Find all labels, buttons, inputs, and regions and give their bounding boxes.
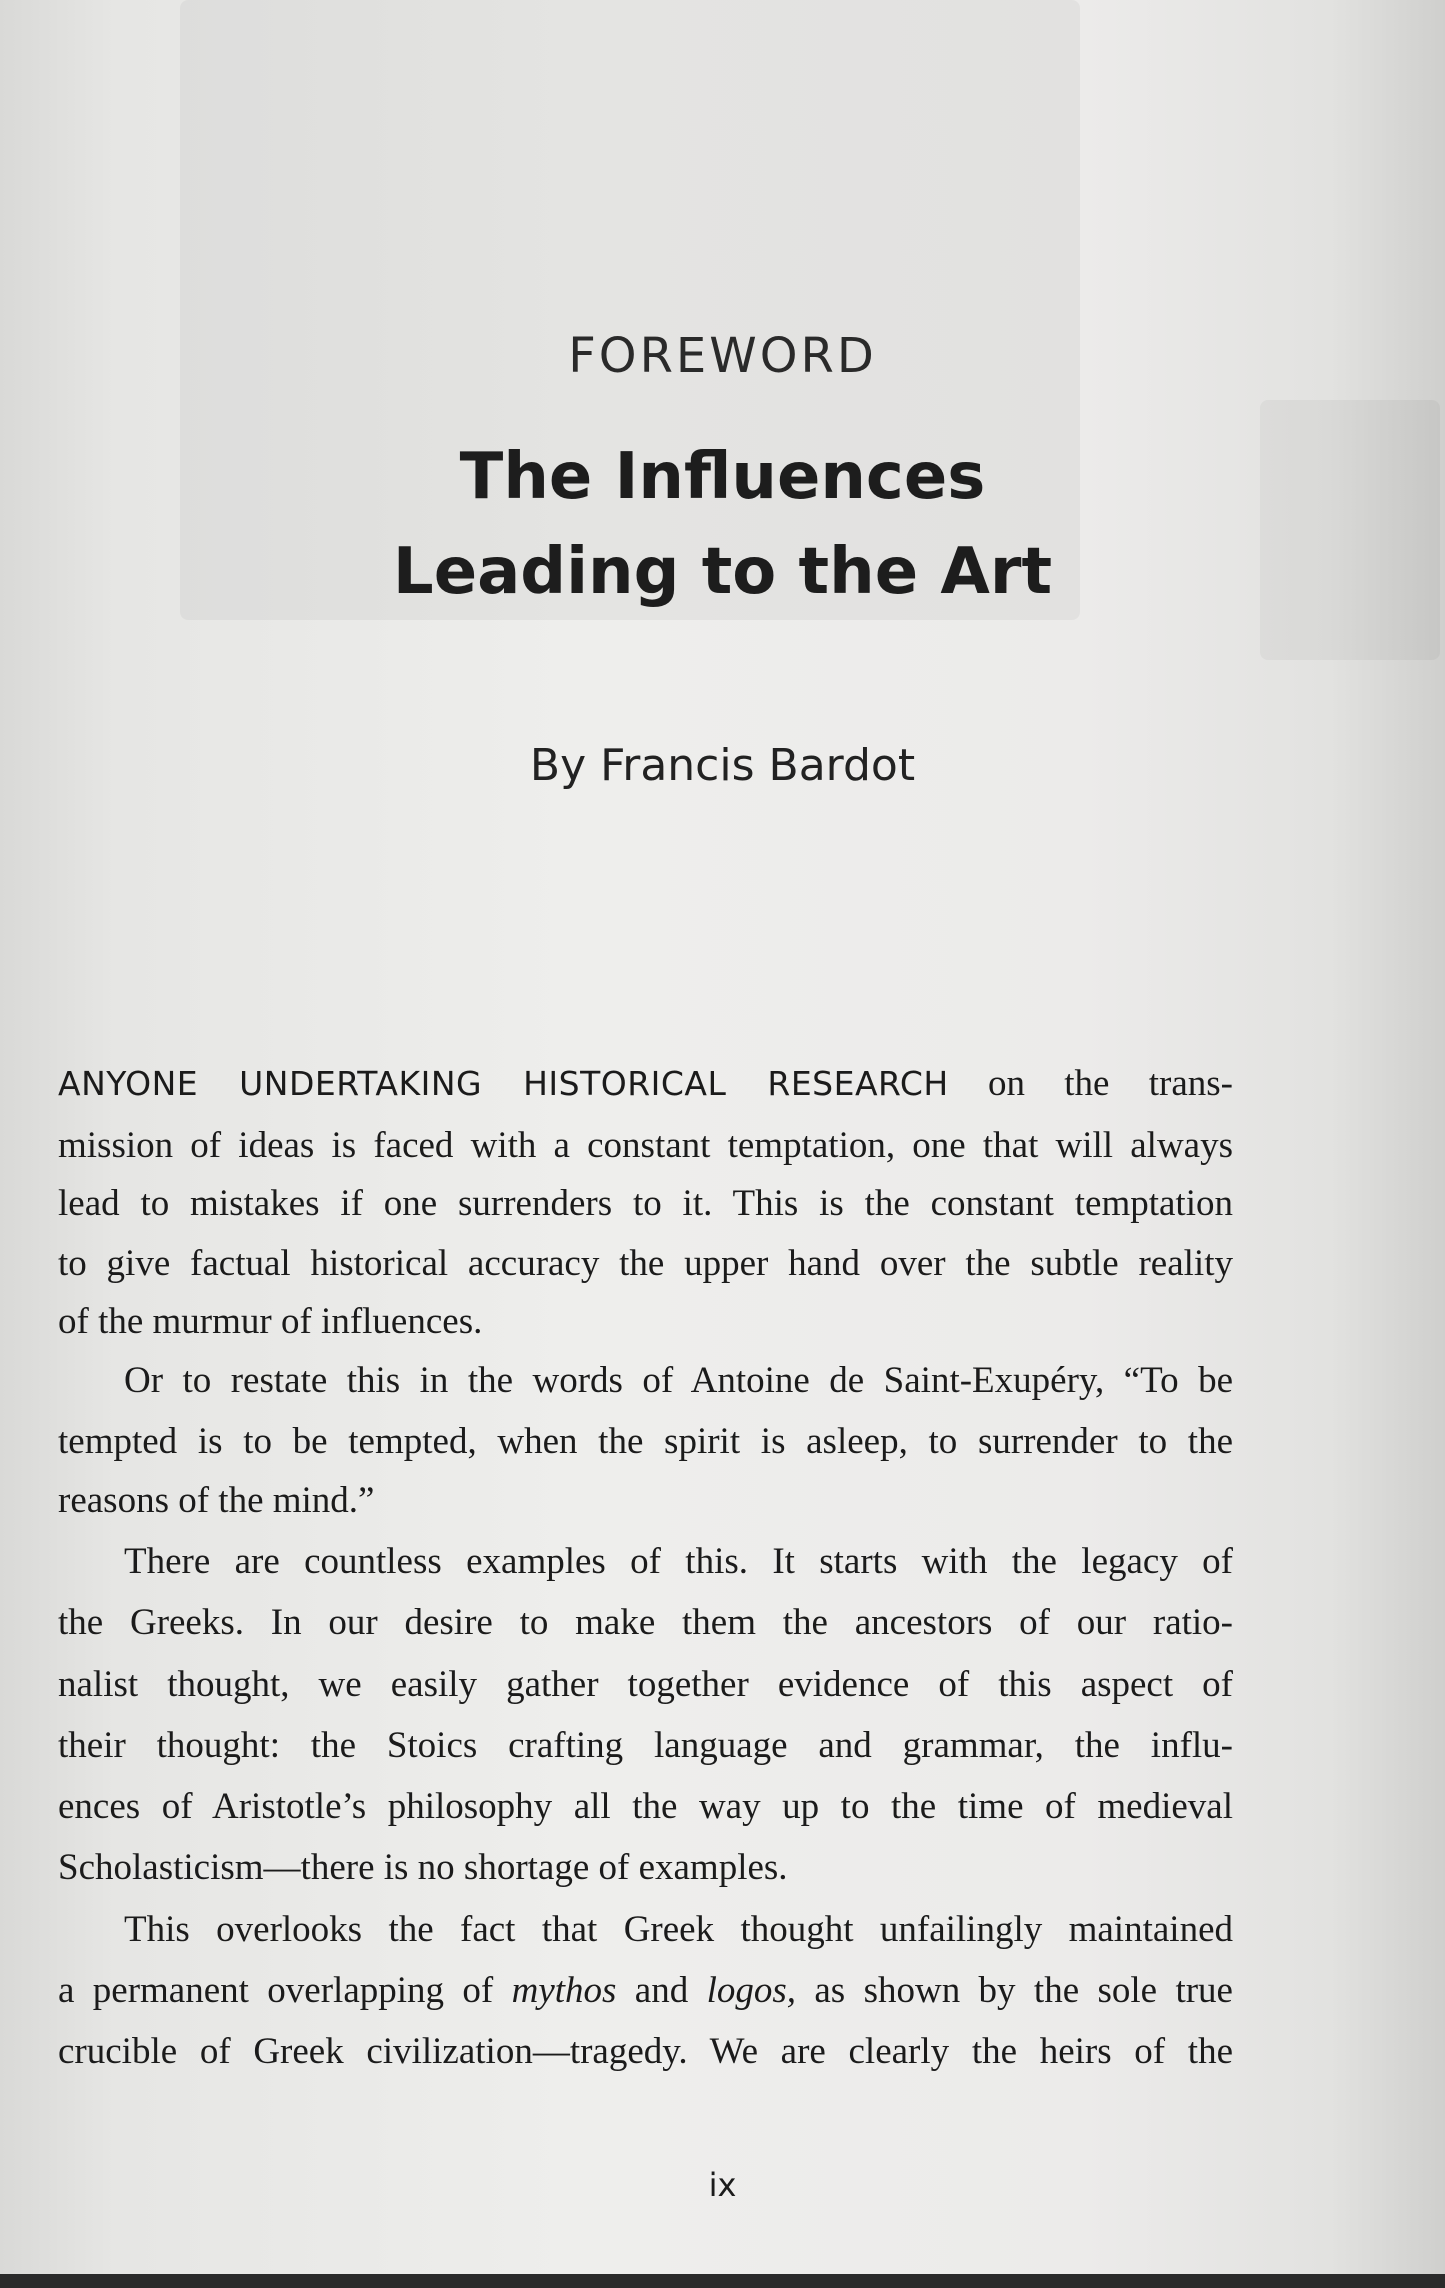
italic-term-logos: logos, [706, 1970, 797, 2011]
body-line: reasons of the mind.” [58, 1480, 375, 1521]
page-number: ix [708, 2166, 737, 2204]
body-text: as shown by the sole true [796, 1970, 1233, 2011]
body-text: on the trans- [948, 1063, 1233, 1104]
body-line: Or to restate this in the words of Antoine de Saint-Exupéry, “To be [124, 1360, 1233, 1401]
chapter-title-line-2: Leading to the Art [392, 535, 1053, 609]
background-illustration [180, 0, 1080, 620]
body-line: their thought: the Stoics crafting language and grammar, the influ- [58, 1725, 1233, 1766]
author-byline: By Francis Bardot [529, 740, 916, 791]
lead-in-small-caps: ANYONE UNDERTAKING HISTORICAL RESEARCH [58, 1064, 949, 1103]
body-line: mission of ideas is faced with a constant temptation, one that will always [58, 1125, 1233, 1166]
page-bottom-edge [0, 2274, 1445, 2288]
body-line: to give factual historical accuracy the upper hand over the subtle reality [58, 1243, 1233, 1284]
italic-term-mythos: mythos [511, 1970, 617, 2011]
body-line: ences of Aristotle’s philosophy all the way up to the time of medieval [58, 1786, 1233, 1827]
body-line: of the murmur of influences. [58, 1301, 483, 1342]
body-line [58, 1062, 1233, 1106]
body-line: This overlooks the fact that Greek thought unfailingly maintained [124, 1909, 1233, 1950]
body-line: nalist thought, we easily gather together evidence of this aspect of [58, 1664, 1233, 1705]
body-line [58, 1969, 1233, 2013]
background-plant [1260, 400, 1440, 660]
body-line: the Greeks. In our desire to make them the ancestors of our ratio- [58, 1602, 1233, 1643]
body-line: crucible of Greek civilization—tragedy. We are clearly the heirs of the [58, 2031, 1233, 2072]
body-text: and [616, 1970, 707, 2011]
body-text: a permanent overlapping of [58, 1970, 512, 2011]
section-kicker: FOREWORD [568, 328, 877, 384]
body-line: There are countless examples of this. It starts with the legacy of [124, 1541, 1233, 1582]
chapter-title-line-1: The Influences [459, 440, 986, 514]
body-line: Scholasticism—there is no shortage of examples. [58, 1847, 788, 1888]
body-line: tempted is to be tempted, when the spirit is asleep, to surrender to the [58, 1421, 1233, 1462]
body-line: lead to mistakes if one surrenders to it. This is the constant temptation [58, 1183, 1233, 1224]
